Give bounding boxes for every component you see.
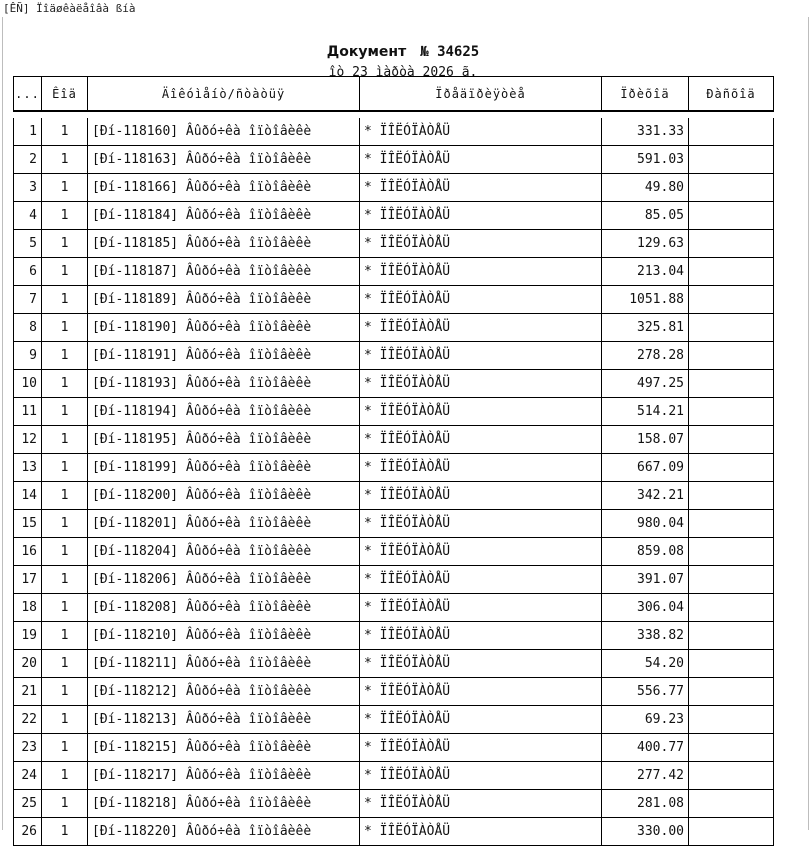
row-document: [Ðí-118201] Âûðó÷êà îïòîâèêè xyxy=(88,510,360,538)
row-enterprise: * ÏÎËÓÏÀÒÅÜ xyxy=(360,454,602,482)
row-enterprise: * ÏÎËÓÏÀÒÅÜ xyxy=(360,342,602,370)
row-expense xyxy=(689,258,774,286)
table-row[interactable] xyxy=(14,230,774,258)
row-enterprise: * ÏÎËÓÏÀÒÅÜ xyxy=(360,370,602,398)
row-expense xyxy=(689,650,774,678)
table-row[interactable] xyxy=(14,146,774,174)
table-row[interactable] xyxy=(14,566,774,594)
row-enterprise: * ÏÎËÓÏÀÒÅÜ xyxy=(360,566,602,594)
row-document: [Ðí-118166] Âûðó÷êà îïòîâèêè xyxy=(88,174,360,202)
row-document: [Ðí-118189] Âûðó÷êà îïòîâèêè xyxy=(88,286,360,314)
row-index: 18 xyxy=(14,594,42,622)
row-code: 1 xyxy=(42,650,88,678)
table-row[interactable] xyxy=(14,314,774,342)
row-code: 1 xyxy=(42,706,88,734)
row-income: 69.23 xyxy=(602,706,689,734)
row-enterprise: * ÏÎËÓÏÀÒÅÜ xyxy=(360,734,602,762)
row-code: 1 xyxy=(42,454,88,482)
row-income: 85.05 xyxy=(602,202,689,230)
row-expense xyxy=(689,174,774,202)
row-code: 1 xyxy=(42,538,88,566)
row-index: 2 xyxy=(14,146,42,174)
row-index: 6 xyxy=(14,258,42,286)
row-expense xyxy=(689,370,774,398)
row-index: 1 xyxy=(14,118,42,146)
row-expense xyxy=(689,790,774,818)
row-index: 24 xyxy=(14,762,42,790)
row-index: 9 xyxy=(14,342,42,370)
row-expense xyxy=(689,594,774,622)
row-document: [Ðí-118210] Âûðó÷êà îïòîâèêè xyxy=(88,622,360,650)
table-row[interactable] xyxy=(14,174,774,202)
header-gap xyxy=(14,111,774,118)
row-document: [Ðí-118193] Âûðó÷êà îïòîâèêè xyxy=(88,370,360,398)
row-document: [Ðí-118199] Âûðó÷êà îïòîâèêè xyxy=(88,454,360,482)
row-index: 12 xyxy=(14,426,42,454)
col-header-code[interactable]: Êîä xyxy=(42,77,88,112)
row-enterprise: * ÏÎËÓÏÀÒÅÜ xyxy=(360,538,602,566)
row-enterprise: * ÏÎËÓÏÀÒÅÜ xyxy=(360,622,602,650)
row-enterprise: * ÏÎËÓÏÀÒÅÜ xyxy=(360,482,602,510)
row-income: 277.42 xyxy=(602,762,689,790)
row-index: 23 xyxy=(14,734,42,762)
table-row[interactable] xyxy=(14,706,774,734)
table-header-row xyxy=(14,77,774,112)
table-row[interactable] xyxy=(14,202,774,230)
row-document: [Ðí-118208] Âûðó÷êà îïòîâèêè xyxy=(88,594,360,622)
row-index: 8 xyxy=(14,314,42,342)
window-title: [ÊÑ] Ïîäøêàëåîâà ßíà xyxy=(3,2,136,15)
document-number: № 34625 xyxy=(420,44,480,60)
row-code: 1 xyxy=(42,818,88,846)
row-document: [Ðí-118206] Âûðó÷êà îïòîâèêè xyxy=(88,566,360,594)
row-expense xyxy=(689,146,774,174)
table-row[interactable] xyxy=(14,538,774,566)
row-enterprise: * ÏÎËÓÏÀÒÅÜ xyxy=(360,678,602,706)
row-document: [Ðí-118200] Âûðó÷êà îïòîâèêè xyxy=(88,482,360,510)
row-enterprise: * ÏÎËÓÏÀÒÅÜ xyxy=(360,706,602,734)
row-enterprise: * ÏÎËÓÏÀÒÅÜ xyxy=(360,510,602,538)
row-enterprise: * ÏÎËÓÏÀÒÅÜ xyxy=(360,202,602,230)
row-document: [Ðí-118204] Âûðó÷êà îïòîâèêè xyxy=(88,538,360,566)
row-document: [Ðí-118191] Âûðó÷êà îïòîâèêè xyxy=(88,342,360,370)
row-expense xyxy=(689,286,774,314)
row-code: 1 xyxy=(42,426,88,454)
row-document: [Ðí-118220] Âûðó÷êà îïòîâèêè xyxy=(88,818,360,846)
row-code: 1 xyxy=(42,258,88,286)
col-header-income[interactable]: Ïðèõîä xyxy=(602,77,689,112)
row-code: 1 xyxy=(42,174,88,202)
row-code: 1 xyxy=(42,398,88,426)
row-income: 330.00 xyxy=(602,818,689,846)
row-enterprise: * ÏÎËÓÏÀÒÅÜ xyxy=(360,286,602,314)
row-expense xyxy=(689,118,774,146)
row-expense xyxy=(689,454,774,482)
row-income: 556.77 xyxy=(602,678,689,706)
row-index: 21 xyxy=(14,678,42,706)
row-enterprise: * ÏÎËÓÏÀÒÅÜ xyxy=(360,818,602,846)
row-index: 11 xyxy=(14,398,42,426)
row-code: 1 xyxy=(42,566,88,594)
row-income: 1051.88 xyxy=(602,286,689,314)
row-document: [Ðí-118194] Âûðó÷êà îïòîâèêè xyxy=(88,398,360,426)
row-document: [Ðí-118211] Âûðó÷êà îïòîâèêè xyxy=(88,650,360,678)
row-expense xyxy=(689,482,774,510)
row-expense xyxy=(689,678,774,706)
row-code: 1 xyxy=(42,286,88,314)
row-expense xyxy=(689,314,774,342)
row-income: 400.77 xyxy=(602,734,689,762)
row-index: 25 xyxy=(14,790,42,818)
row-expense xyxy=(689,230,774,258)
row-income: 281.08 xyxy=(602,790,689,818)
row-income: 514.21 xyxy=(602,398,689,426)
row-index: 3 xyxy=(14,174,42,202)
table-row[interactable] xyxy=(14,482,774,510)
row-index: 15 xyxy=(14,510,42,538)
row-income: 54.20 xyxy=(602,650,689,678)
table-row[interactable] xyxy=(14,370,774,398)
row-expense xyxy=(689,426,774,454)
row-code: 1 xyxy=(42,790,88,818)
table-row[interactable] xyxy=(14,398,774,426)
row-code: 1 xyxy=(42,510,88,538)
document-label: Документ xyxy=(326,44,407,60)
table-row[interactable] xyxy=(14,678,774,706)
row-index: 13 xyxy=(14,454,42,482)
document-date: îò 23 ìàðòà 2026 ã. xyxy=(328,65,478,80)
row-index: 4 xyxy=(14,202,42,230)
row-enterprise: * ÏÎËÓÏÀÒÅÜ xyxy=(360,594,602,622)
row-expense xyxy=(689,398,774,426)
row-code: 1 xyxy=(42,314,88,342)
row-index: 5 xyxy=(14,230,42,258)
row-income: 338.82 xyxy=(602,622,689,650)
table-row[interactable] xyxy=(14,286,774,314)
table-row[interactable] xyxy=(14,622,774,650)
row-code: 1 xyxy=(42,202,88,230)
row-document: [Ðí-118213] Âûðó÷êà îïòîâèêè xyxy=(88,706,360,734)
row-enterprise: * ÏÎËÓÏÀÒÅÜ xyxy=(360,258,602,286)
row-index: 19 xyxy=(14,622,42,650)
table-row[interactable] xyxy=(14,734,774,762)
row-income: 342.21 xyxy=(602,482,689,510)
row-document: [Ðí-118190] Âûðó÷êà îïòîâèêè xyxy=(88,314,360,342)
row-expense xyxy=(689,622,774,650)
row-enterprise: * ÏÎËÓÏÀÒÅÜ xyxy=(360,174,602,202)
row-code: 1 xyxy=(42,370,88,398)
row-income: 158.07 xyxy=(602,426,689,454)
table-row[interactable] xyxy=(14,650,774,678)
row-code: 1 xyxy=(42,118,88,146)
row-code: 1 xyxy=(42,594,88,622)
row-index: 14 xyxy=(14,482,42,510)
row-document: [Ðí-118218] Âûðó÷êà îïòîâèêè xyxy=(88,790,360,818)
row-expense xyxy=(689,510,774,538)
row-income: 859.08 xyxy=(602,538,689,566)
row-income: 129.63 xyxy=(602,230,689,258)
row-index: 26 xyxy=(14,818,42,846)
row-document: [Ðí-118160] Âûðó÷êà îïòîâèêè xyxy=(88,118,360,146)
row-document: [Ðí-118185] Âûðó÷êà îïòîâèêè xyxy=(88,230,360,258)
row-document: [Ðí-118184] Âûðó÷êà îïòîâèêè xyxy=(88,202,360,230)
row-expense xyxy=(689,818,774,846)
row-enterprise: * ÏÎËÓÏÀÒÅÜ xyxy=(360,398,602,426)
row-code: 1 xyxy=(42,622,88,650)
table-row[interactable] xyxy=(14,594,774,622)
row-expense xyxy=(689,762,774,790)
row-enterprise: * ÏÎËÓÏÀÒÅÜ xyxy=(360,314,602,342)
table-row[interactable] xyxy=(14,454,774,482)
row-code: 1 xyxy=(42,482,88,510)
row-document: [Ðí-118163] Âûðó÷êà îïòîâèêè xyxy=(88,146,360,174)
row-expense xyxy=(689,566,774,594)
row-expense xyxy=(689,538,774,566)
row-income: 213.04 xyxy=(602,258,689,286)
row-document: [Ðí-118217] Âûðó÷êà îïòîâèêè xyxy=(88,762,360,790)
row-code: 1 xyxy=(42,342,88,370)
row-code: 1 xyxy=(42,230,88,258)
row-income: 49.80 xyxy=(602,174,689,202)
table-row[interactable] xyxy=(14,790,774,818)
row-income: 278.28 xyxy=(602,342,689,370)
row-code: 1 xyxy=(42,762,88,790)
document-table xyxy=(13,76,774,846)
col-header-enterprise[interactable]: Ïðåäïðèÿòèå xyxy=(360,77,602,112)
row-income: 331.33 xyxy=(602,118,689,146)
table-row[interactable] xyxy=(14,426,774,454)
row-expense xyxy=(689,202,774,230)
col-header-document[interactable]: Äîêóìåíò/ñòàòüÿ xyxy=(88,77,360,112)
col-header-index[interactable]: ... xyxy=(14,77,42,112)
row-income: 980.04 xyxy=(602,510,689,538)
row-enterprise: * ÏÎËÓÏÀÒÅÜ xyxy=(360,230,602,258)
row-income: 306.04 xyxy=(602,594,689,622)
row-income: 591.03 xyxy=(602,146,689,174)
row-document: [Ðí-118212] Âûðó÷êà îïòîâèêè xyxy=(88,678,360,706)
table-row[interactable] xyxy=(14,258,774,286)
row-income: 667.09 xyxy=(602,454,689,482)
row-enterprise: * ÏÎËÓÏÀÒÅÜ xyxy=(360,426,602,454)
row-enterprise: * ÏÎËÓÏÀÒÅÜ xyxy=(360,118,602,146)
row-income: 391.07 xyxy=(602,566,689,594)
row-enterprise: * ÏÎËÓÏÀÒÅÜ xyxy=(360,650,602,678)
row-enterprise: * ÏÎËÓÏÀÒÅÜ xyxy=(360,146,602,174)
row-expense xyxy=(689,734,774,762)
row-index: 10 xyxy=(14,370,42,398)
row-index: 17 xyxy=(14,566,42,594)
row-code: 1 xyxy=(42,734,88,762)
table-row[interactable] xyxy=(14,818,774,846)
row-index: 22 xyxy=(14,706,42,734)
row-enterprise: * ÏÎËÓÏÀÒÅÜ xyxy=(360,790,602,818)
col-header-expense[interactable]: Ðàñõîä xyxy=(689,77,774,112)
row-document: [Ðí-118195] Âûðó÷êà îïòîâèêè xyxy=(88,426,360,454)
row-income: 325.81 xyxy=(602,314,689,342)
row-expense xyxy=(689,706,774,734)
row-income: 497.25 xyxy=(602,370,689,398)
row-document: [Ðí-118215] Âûðó÷êà îïòîâèêè xyxy=(88,734,360,762)
table-row[interactable] xyxy=(14,342,774,370)
row-index: 7 xyxy=(14,286,42,314)
table-row[interactable] xyxy=(14,118,774,146)
row-enterprise: * ÏÎËÓÏÀÒÅÜ xyxy=(360,762,602,790)
row-expense xyxy=(689,342,774,370)
row-document: [Ðí-118187] Âûðó÷êà îïòîâèêè xyxy=(88,258,360,286)
document-title xyxy=(3,43,803,61)
row-code: 1 xyxy=(42,678,88,706)
row-index: 16 xyxy=(14,538,42,566)
table-row[interactable] xyxy=(14,510,774,538)
table-row[interactable] xyxy=(14,762,774,790)
row-index: 20 xyxy=(14,650,42,678)
row-code: 1 xyxy=(42,146,88,174)
